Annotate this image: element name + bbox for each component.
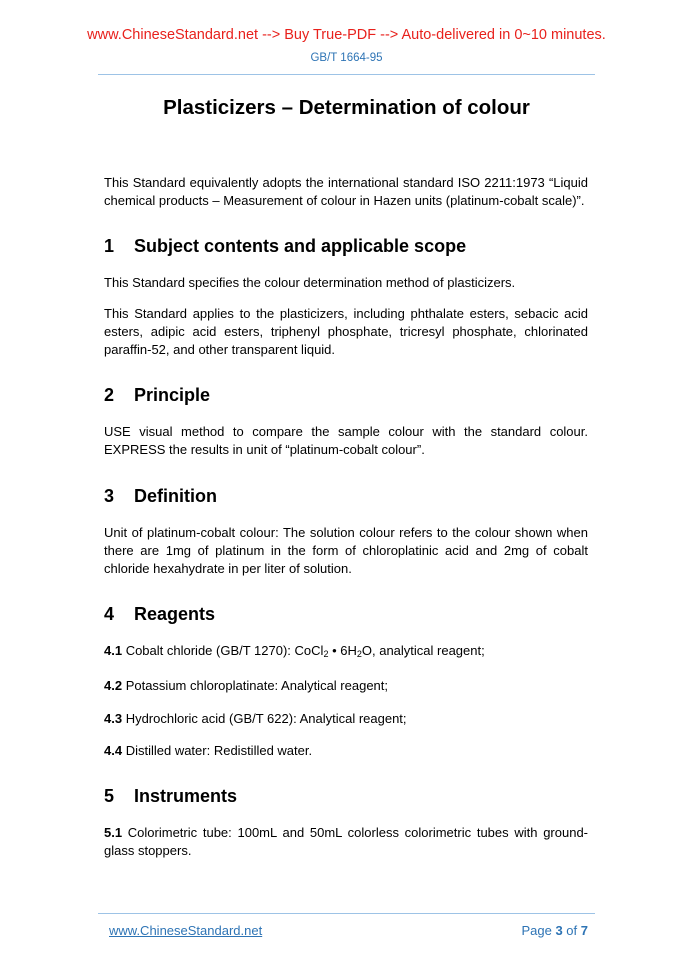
reagent-item <box>104 642 588 663</box>
item-text: O, analytical reagent; <box>361 643 485 659</box>
intro-paragraph: This Standard equivalently adopts the international standard ISO 2211:1973 “Liquid chemical products – Measurement of colour in Hazen units (platinum-cobalt scale)”. <box>104 175 588 209</box>
subscript: 2 <box>356 649 362 660</box>
item-text: Cobalt chloride (GB/T 1270): CoCl <box>122 643 324 659</box>
page-title: Plasticizers – Determination of colour <box>163 96 530 119</box>
section-title: Subject contents and applicable scope <box>134 236 467 257</box>
section-2-heading <box>104 384 588 406</box>
item-text: • 6H <box>328 643 357 659</box>
current-page-number: 3 <box>555 923 563 938</box>
page-indicator <box>521 923 588 938</box>
section-5-heading <box>104 785 588 807</box>
document-body <box>104 174 588 860</box>
section-number: 4 <box>104 604 115 625</box>
section-number: 1 <box>104 236 115 257</box>
footer-divider <box>98 913 595 914</box>
item-text: Hydrochloric acid (GB/T 622): Analytical reagent; <box>122 710 407 726</box>
item-text: Distilled water: Redistilled water. <box>122 742 313 758</box>
section-3-heading <box>104 485 588 507</box>
section-1-paragraph-2: This Standard applies to the plasticizers, including phthalate esters, sebacic acid esters, adipic acid esters, triphenyl phosphate, tricresyl phosphate, chlorinated paraffin-52, and other transparent liquid. <box>104 305 588 358</box>
item-text: Potassium chloroplatinate: Analytical reagent; <box>122 678 389 694</box>
item-number: 4.4 <box>104 742 123 758</box>
section-title: Reagents <box>134 604 216 625</box>
subscript: 2 <box>323 649 329 660</box>
section-1-paragraph-1: This Standard specifies the colour determination method of plasticizers. <box>104 275 516 291</box>
instrument-item <box>104 824 588 860</box>
item-text: Colorimetric tube: 100mL and 50mL colorless colorimetric tubes with ground-glass stoppers. <box>104 825 588 859</box>
section-number: 3 <box>104 485 115 506</box>
reagent-item <box>104 742 588 760</box>
reagent-item <box>104 677 588 695</box>
section-4-heading <box>104 603 588 625</box>
section-1-heading <box>104 235 588 257</box>
reagent-item <box>104 710 588 728</box>
section-title: Principle <box>134 385 211 406</box>
item-number: 4.1 <box>104 643 123 659</box>
item-number: 5.1 <box>104 825 123 841</box>
section-title: Instruments <box>134 786 238 807</box>
section-title: Definition <box>134 485 217 506</box>
item-number: 4.2 <box>104 678 123 694</box>
section-2-paragraph-1: USE visual method to compare the sample colour with the standard colour. EXPRESS the results in unit of “platinum-cobalt colour”. <box>104 424 588 458</box>
document-id: GB/T 1664-95 <box>310 52 383 64</box>
page-prefix: Page <box>521 923 556 938</box>
promo-banner-link[interactable]: www.ChineseStandard.net --> Buy True-PDF --> Auto-delivered in 0~10 minutes. <box>87 27 606 43</box>
footer-website-link[interactable]: www.ChineseStandard.net <box>109 923 263 938</box>
page-of: of <box>562 923 581 938</box>
section-3-paragraph-1: Unit of platinum-cobalt colour: The solution colour refers to the colour shown when there are 1mg of platinum in the form of chloroplatinic acid and 2mg of cobalt chloride hexahydrate in per liter of solution. <box>104 524 588 577</box>
header-divider <box>98 74 595 75</box>
section-number: 5 <box>104 786 115 807</box>
section-number: 2 <box>104 385 115 406</box>
item-number: 4.3 <box>104 710 123 726</box>
total-pages-number: 7 <box>580 923 588 938</box>
